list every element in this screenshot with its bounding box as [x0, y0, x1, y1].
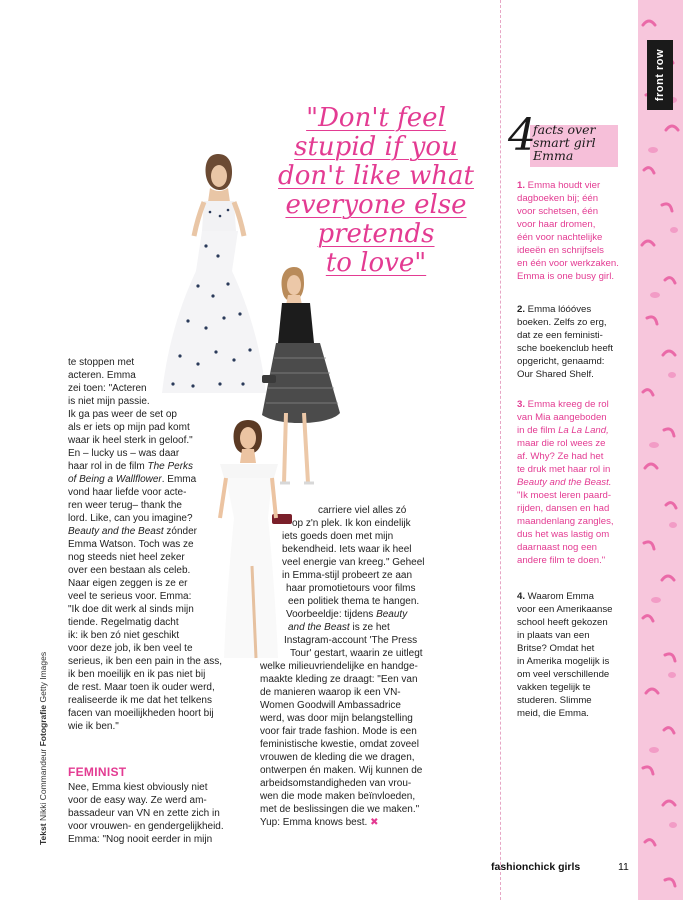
text-line: maar die rol wees ze: [517, 438, 606, 449]
text-line: dus het was lastig om: [517, 529, 610, 540]
film-title: La La Land,: [558, 425, 609, 436]
text-line: sche boekenclub heeft: [517, 343, 614, 354]
fact-number: 4.: [517, 591, 526, 602]
film-title: Beauty: [376, 609, 408, 620]
text-line: voor schetsen, één: [517, 206, 599, 217]
text-line: Britse? Omdat het: [517, 643, 595, 654]
text-line: voor vrouwen- en gendergelijkheid.: [68, 821, 224, 832]
text-line: ideeën en schrijfsels: [517, 245, 604, 256]
text-line: Ik ga pas weer de set op: [68, 409, 177, 420]
leopard-print-strip: [638, 0, 683, 900]
text-line: [68, 461, 193, 474]
text-fragment: zónder: [163, 526, 197, 537]
text-line: in Emma-stijl probeert ze aan: [282, 570, 413, 581]
text-line: veel energie van kreeg." Geheel: [282, 557, 425, 568]
text-line: op z'n plek. Ik kon eindelijk: [292, 518, 411, 529]
text-line: studeren. Slimme: [517, 695, 592, 706]
fact-number: 2.: [517, 304, 526, 315]
text-fragment: Waarom Emma: [525, 591, 594, 602]
text-line: over een bestaan als celeb.: [68, 565, 191, 576]
text-line: carriere viel alles zó: [318, 505, 407, 516]
text-line: te stoppen met: [68, 357, 135, 368]
text-line: als er iets op mijn pad komt: [68, 422, 190, 433]
text-line: de rest. Maar toen ik ouder werd,: [68, 682, 215, 693]
text-line: ik: ik ben zó niet geschikt: [68, 630, 180, 641]
text-line: vakken tegelijk te: [517, 682, 591, 693]
text-fragment: . Emma: [161, 474, 197, 485]
text-line: welke milieuvriendelijke en handge-: [260, 661, 418, 672]
facts-title-line: smart girl: [533, 135, 596, 150]
text-fragment: Yup: Emma knows best.: [260, 817, 368, 828]
fact-number: 1.: [517, 180, 526, 191]
text-line: Naar eigen zeggen is ze er: [68, 578, 188, 589]
text-line: tiende. Regelmatig dacht: [68, 617, 179, 628]
text-line: in plaats van een: [517, 630, 590, 641]
footer-brand: fashionchick girls: [491, 861, 581, 873]
page-number: 11: [618, 861, 629, 873]
quote-line: everyone else: [285, 190, 467, 220]
text-line: is niet mijn passie.: [68, 396, 150, 407]
credit-label-text: Tekst: [38, 823, 48, 845]
credit-label-photo: Fotografie: [38, 704, 48, 747]
section-tab: [647, 40, 673, 110]
text-line: ik ben moeilijk en ik pas niet bij: [68, 669, 206, 680]
emma-photo-polka-dot-gown: [158, 146, 268, 396]
film-title: Beauty and the Beast: [68, 526, 164, 537]
text-line: lord. Like, can you imagine?: [68, 513, 193, 524]
text-line: andere film te doen.": [517, 555, 606, 566]
pull-quote: [270, 104, 482, 278]
text-line: feministische kwestie, omdat zoveel: [260, 739, 419, 750]
text-line: ontwerpen én maken. Wij kunnen de: [260, 765, 423, 776]
text-line: iets goeds doen met mijn: [282, 531, 394, 542]
quote-line: to love": [325, 248, 427, 278]
text-fragment: is ze het: [349, 622, 390, 633]
text-line: Our Shared Shelf.: [517, 369, 594, 380]
end-mark-icon: ✖: [370, 817, 379, 828]
text-line: [517, 425, 609, 437]
text-fragment: haar rol in de film: [68, 461, 148, 472]
column-divider: [500, 0, 502, 900]
text-line: daarnaast nog een: [517, 542, 598, 553]
facts-title-number: 4: [508, 110, 536, 161]
text-line: zei toen: "Acteren: [68, 383, 147, 394]
film-title: Beauty and the Beast.: [517, 477, 612, 488]
text-line: maakte kleding ze draagt: "Een van: [260, 674, 418, 685]
credit-photographer: Getty Images: [38, 651, 48, 703]
text-line: om veel verschillende: [517, 669, 610, 680]
quote-line: pretends: [317, 219, 435, 249]
text-line: werd, was door mijn belangstelling: [260, 713, 413, 724]
text-line: wie ik ben.": [68, 721, 119, 732]
text-line: voor deze job, ik ben veel te: [68, 643, 193, 654]
text-line: een politiek thema te hangen.: [288, 596, 420, 607]
text-line: waar ik heel sterk in geloof.": [68, 435, 193, 446]
text-line: meid, die Emma.: [517, 708, 589, 719]
text-fragment: Emma lóóóves: [525, 304, 592, 315]
text-line: ren weer terug– thank the: [68, 500, 182, 511]
quote-line: "Don't feel: [306, 103, 446, 133]
film-title: of Being a Wallflower: [68, 474, 162, 485]
text-line: de manieren waarop ik een VN-: [260, 687, 401, 698]
text-line: acteren. Emma: [68, 370, 136, 381]
section-tab-label: front row: [654, 48, 666, 102]
text-line: rijden, dansen en had: [517, 503, 610, 514]
text-line: serieus, ik ben een pain in the ass,: [68, 656, 222, 667]
text-line: voor een Amerikaanse: [517, 604, 613, 615]
text-line: Emma Watson. Toch was ze: [68, 539, 194, 550]
facts-title: [533, 123, 596, 162]
fact-number: 3.: [517, 399, 526, 410]
text-line: [517, 399, 609, 411]
text-line: arbeidsomstandigheden van vrou-: [260, 778, 412, 789]
text-line: [517, 477, 611, 489]
text-line: in Amerika mogelijk is: [517, 656, 610, 667]
text-line: veel te serieus voor. Emma:: [68, 591, 192, 602]
text-line: Emma is one busy girl.: [517, 271, 615, 282]
text-line: Tour' gestart, waarin ze uitlegt: [290, 648, 423, 659]
text-line: Instagram-account 'The Press: [284, 635, 418, 646]
leopard-pattern: [638, 0, 683, 900]
text-line: [286, 609, 407, 622]
text-line: facen van moeilijkheden hoort bij: [68, 708, 214, 719]
credit-writer: Nikki Commandeur: [38, 748, 48, 822]
text-line: met de beslissingen die we maken.": [260, 804, 420, 815]
text-line: vrouwen de kleding die we dragen,: [260, 752, 415, 763]
text-fragment: Emma houdt vier: [525, 180, 601, 191]
text-line: bassadeur van VN en zette zich in: [68, 808, 220, 819]
text-line: één voor nachtelijke: [517, 232, 603, 243]
text-line: [517, 180, 600, 192]
text-line: maandenlang zangles,: [517, 516, 614, 527]
text-line: Nee, Emma kiest obviously niet: [68, 782, 208, 793]
text-line: "Ik doe dit werk al sinds mijn: [68, 604, 194, 615]
text-line: dagboeken bij; één: [517, 193, 599, 204]
text-fragment: Voorbeeldje: tijdens: [286, 609, 377, 620]
text-line: af. Why? Ze had het: [517, 451, 604, 462]
text-line: dat ze een feministi-: [517, 330, 603, 341]
film-title: and the Beast: [288, 622, 350, 633]
text-line: boeken. Zelfs zo erg,: [517, 317, 607, 328]
text-line: [517, 304, 591, 316]
text-line: wen die mode maken beïnvloeden,: [260, 791, 416, 802]
text-line: nog steeds niet heel zeker: [68, 552, 185, 563]
quote-line: stupid if you: [294, 132, 458, 162]
text-fragment: in de film: [517, 425, 559, 436]
text-line: [260, 817, 378, 830]
text-line: bekendheid. Iets waar ik heel: [282, 544, 412, 555]
facts-title-line: facts over: [533, 122, 596, 137]
photo-credit: [38, 652, 48, 845]
text-line: van Mia aangeboden: [517, 412, 607, 423]
text-line: realiseerde ik me dat het telkens: [68, 695, 212, 706]
text-line: Women Goodwill Ambassadrice: [260, 700, 401, 711]
quote-line: don't like what: [278, 161, 474, 191]
text-line: voor haar dromen,: [517, 219, 596, 230]
text-line: en één voor werkzaken.: [517, 258, 619, 269]
text-line: [68, 526, 197, 539]
text-line: vond haar liefde voor acte-: [68, 487, 187, 498]
facts-title-line: Emma: [533, 148, 574, 163]
text-line: te druk met haar rol in: [517, 464, 611, 475]
film-title: The Perks: [147, 461, 194, 472]
text-line: En – lucky us – was daar: [68, 448, 180, 459]
text-line: Emma: "Nog nooit eerder in mijn: [68, 834, 213, 845]
text-line: [288, 622, 390, 635]
text-line: school heeft gekozen: [517, 617, 608, 628]
text-line: [517, 591, 594, 603]
text-fragment: Emma kreeg de rol: [525, 399, 609, 410]
text-line: [68, 474, 196, 487]
text-line: voor de easy way. Ze werd am-: [68, 795, 207, 806]
text-line: "Ik moest leren paard-: [517, 490, 612, 501]
text-line: opgericht, genaamd:: [517, 356, 605, 367]
section-heading-feminist: FEMINIST: [68, 765, 127, 779]
text-line: voor fair trade fashion. Mode is een: [260, 726, 417, 737]
text-line: haar promotietours voor films: [286, 583, 416, 594]
